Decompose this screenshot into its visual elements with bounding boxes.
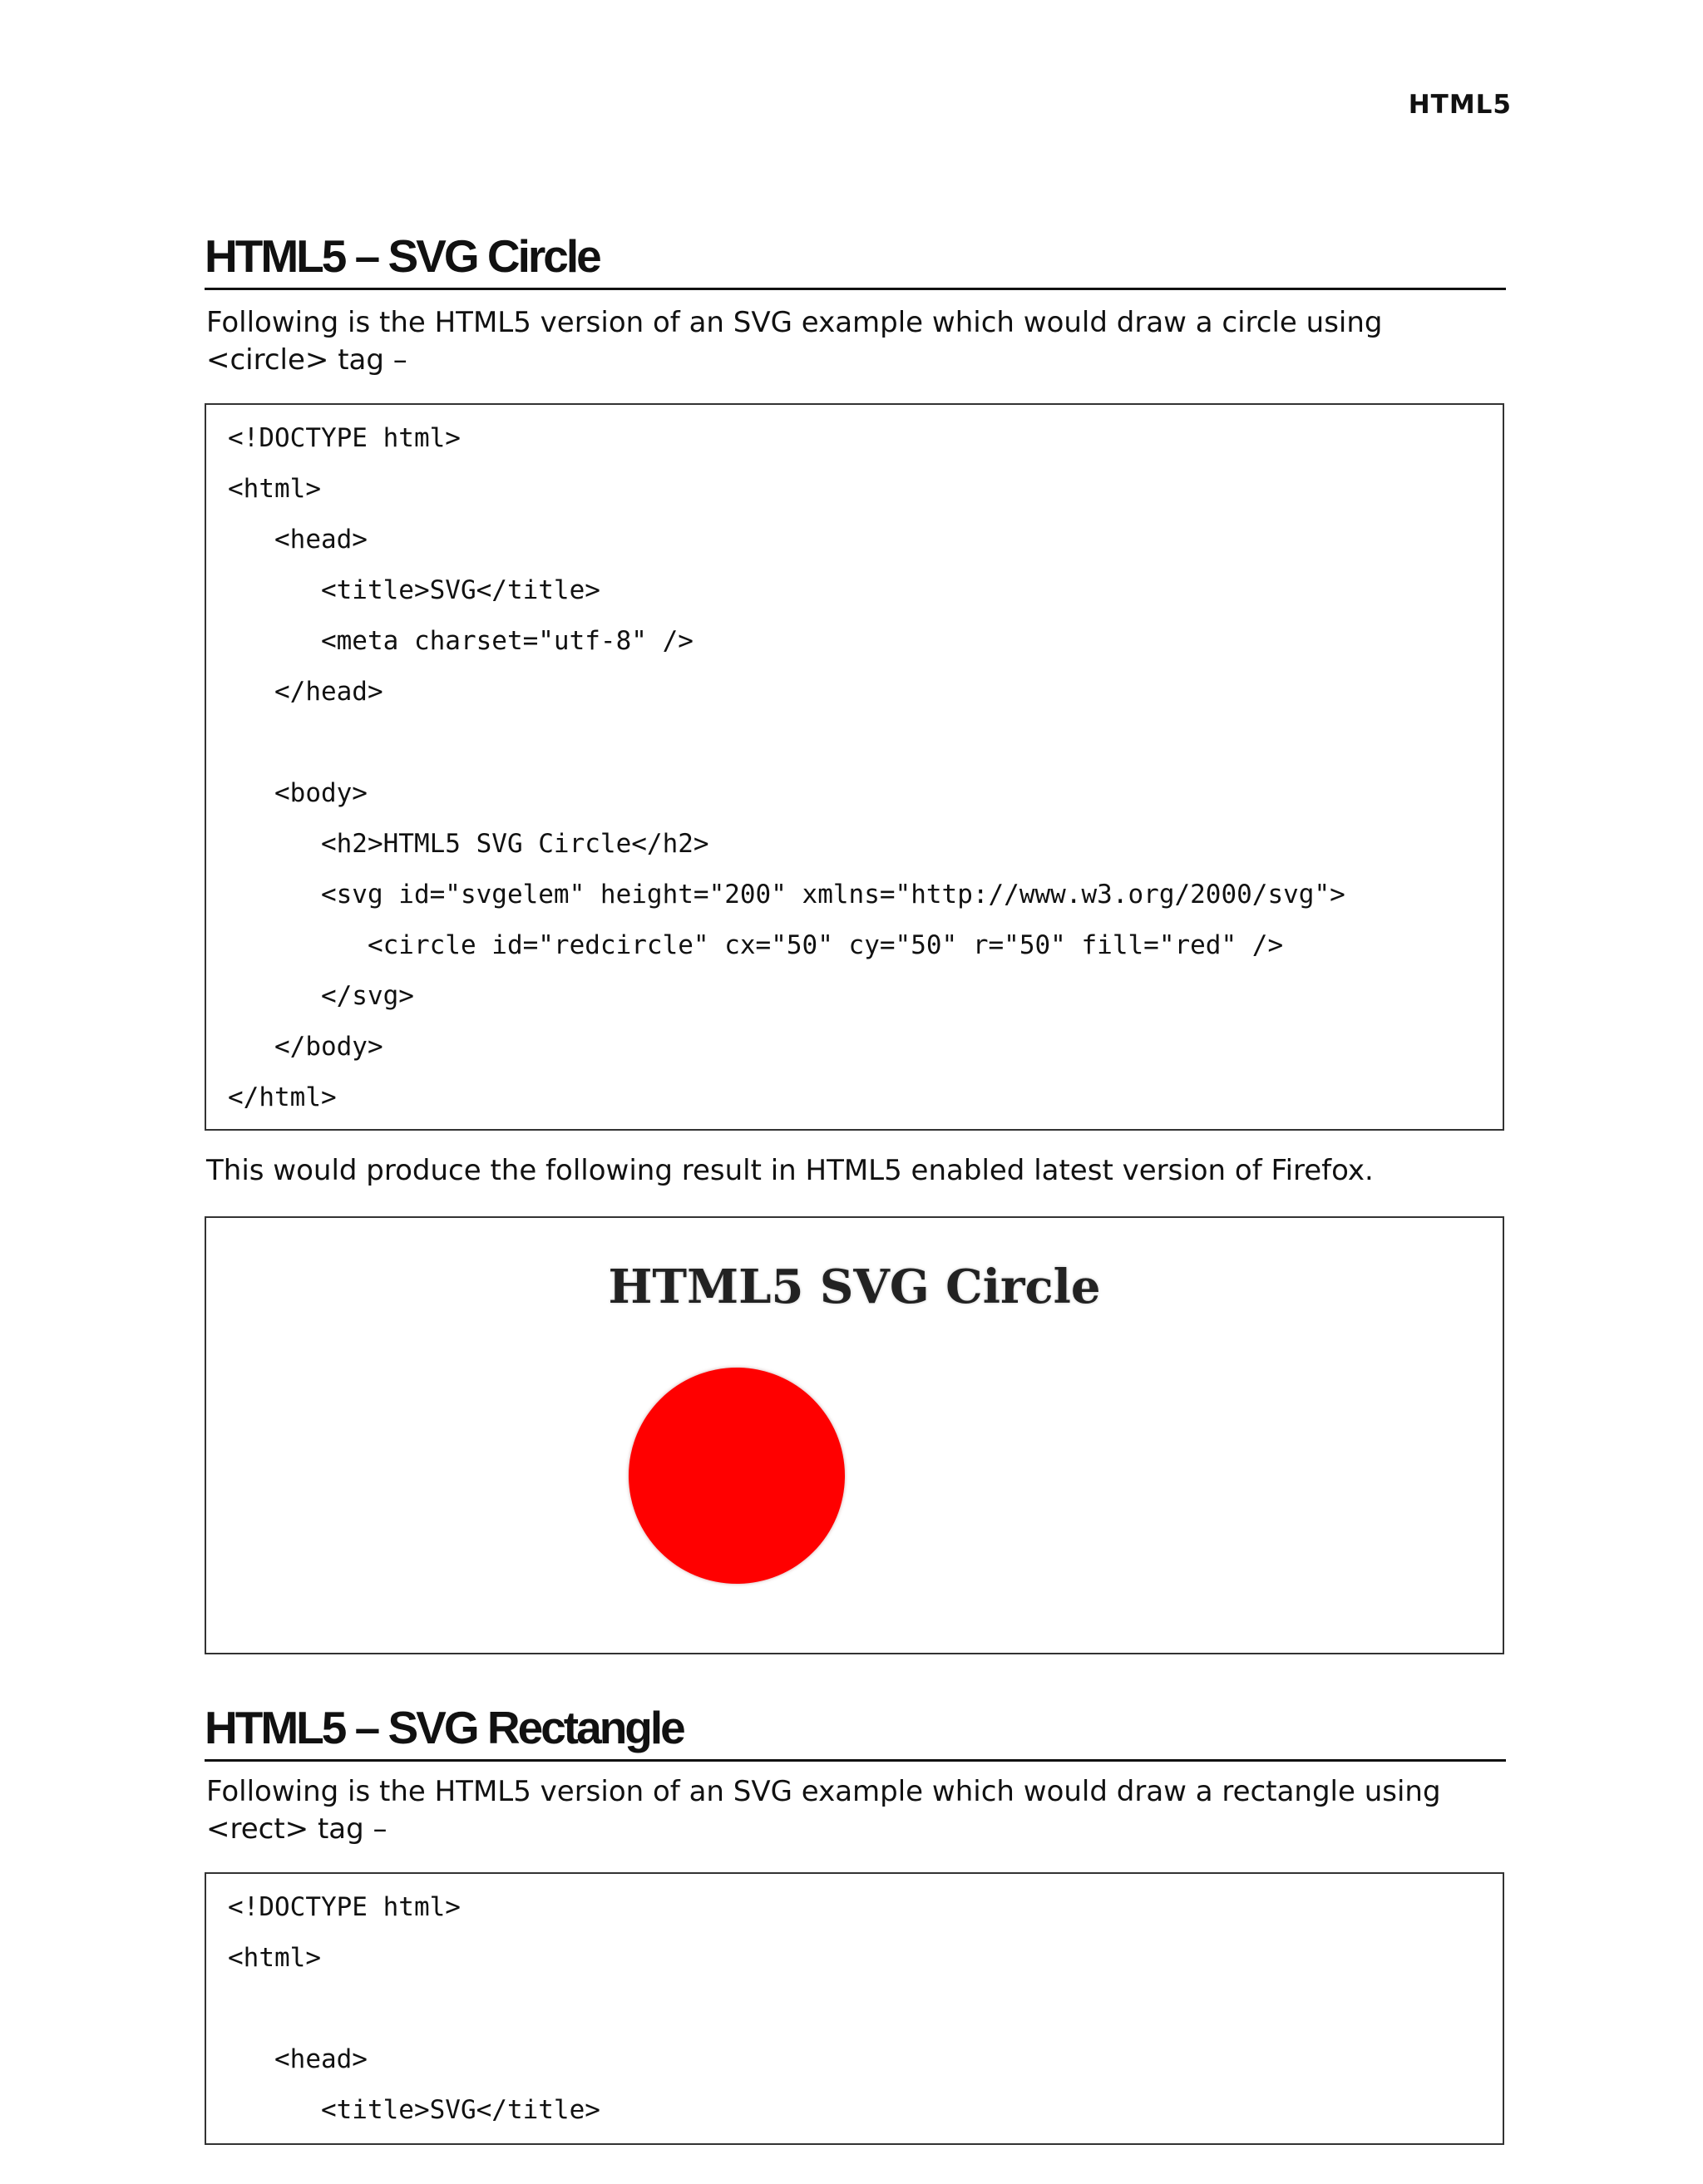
code-line: <body> (228, 778, 368, 808)
code-line: <!DOCTYPE html> (228, 423, 461, 453)
code-line: </head> (228, 677, 383, 707)
circle-intro-paragraph (206, 304, 1503, 379)
circle-intro-line-1: Following is the HTML5 version of an SVG example which would draw a circle using (206, 306, 1383, 339)
code-line: <svg id="svgelem" height="200" xmlns="http://www.w3.org/2000/svg"> (228, 880, 1345, 910)
code-line: </svg> (228, 981, 414, 1011)
section-heading-rectangle: HTML5 – SVG Rectangle (205, 1705, 1506, 1762)
section-heading-circle: HTML5 – SVG Circle (205, 234, 1506, 290)
code-line: <circle id="redcircle" cx="50" cy="50" r="50" fill="red" /> (228, 930, 1284, 960)
rectangle-code-block (205, 1872, 1504, 2145)
code-line: </body> (228, 1032, 383, 1062)
circle-intro-line-2: <circle> tag – (206, 343, 407, 377)
rectangle-intro-line-1: Following is the HTML5 version of an SVG example which would draw a rectangle using (206, 1775, 1441, 1808)
code-line: <html> (228, 1943, 321, 1973)
code-line: <title>SVG</title> (228, 2095, 600, 2125)
result-heading: HTML5 SVG Circle (608, 1260, 1101, 1314)
code-line: <head> (228, 525, 368, 555)
code-line: <!DOCTYPE html> (228, 1892, 461, 1922)
rectangle-intro-paragraph (206, 1773, 1503, 1848)
running-header: HTML5 (1408, 90, 1512, 120)
rectangle-intro-line-2: <rect> tag – (206, 1812, 387, 1846)
code-line: <h2>HTML5 SVG Circle</h2> (228, 829, 709, 859)
code-line: <html> (228, 474, 321, 504)
result-caption: This would produce the following result in HTML5 enabled latest version of Firefox. (206, 1154, 1374, 1187)
result-preview-box (205, 1216, 1504, 1654)
code-line: <head> (228, 2044, 368, 2074)
circle-code-block (205, 403, 1504, 1131)
red-circle-shape (629, 1368, 845, 1584)
code-line: <title>SVG</title> (228, 575, 600, 605)
code-line: </html> (228, 1082, 337, 1112)
code-line: <meta charset="utf-8" /> (228, 626, 694, 656)
